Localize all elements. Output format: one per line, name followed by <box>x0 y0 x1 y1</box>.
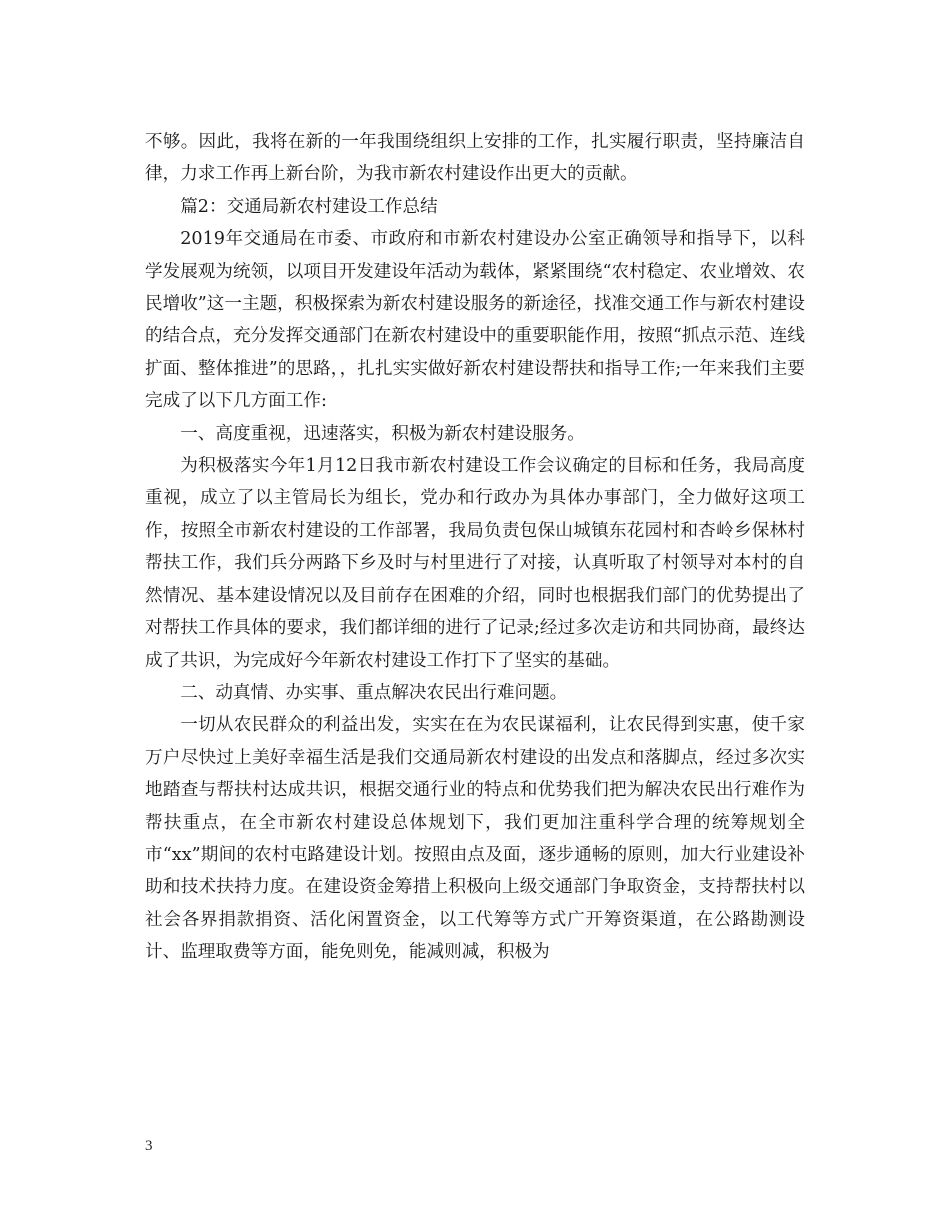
section-heading: 一、高度重视，迅速落实，积极为新农村建设服务。 <box>180 423 585 444</box>
page-number: 3 <box>145 1138 153 1154</box>
section-heading: 二、动真情、办实事、重点解决农民出行难问题。 <box>180 682 568 703</box>
body-paragraph: 为积极落实今年1月12日我市新农村建设工作会议确定的目标和任务，我局高度重视，成立了以主管局长为组长，党办和行政办为具体办事部门，全力做好这项工作，按照全市新农村建设的工作部署，我局负责包保山城镇东花园村和杏岭乡保林村帮扶工作，我们兵分两路下乡及时与村里进行了对接，认真听取了村领导对本村的自然情况、基本建设情况以及目前存在困难的介绍，同时也根据我们部门的优势提出了对帮扶工作具体的要求，我们都详细的进行了记录;经过多次走访和共同协商，最终达成了共识，为完成好今年新农村建设工作打下了坚实的基础。 <box>145 456 805 671</box>
section-heading: 篇2：交通局新农村建设工作总结 <box>180 196 438 217</box>
body-paragraph: 2019年交通局在市委、市政府和市新农村建设办公室正确领导和指导下，以科学发展观为统领，以项目开发建设年活动为载体，紧紧围绕“农村稳定、农业增效、农民增收”这一主题，积极探索为新农村建设服务的新途径，找准交通工作与新农村建设的结合点，充分发挥交通部门在新农村建设中的重要职能作用，按照“抓点示范、连线扩面、整体推进”的思路，，扎扎实实做好新农村建设帮扶和指导工作;一年来我们主要完成了以下几方面工作: <box>145 229 805 412</box>
document-body <box>145 126 805 969</box>
body-paragraph: 一切从农民群众的利益出发，实实在在为农民谋福利，让农民得到实惠，使千家万户尽快过上美好幸福生活是我们交通局新农村建设的出发点和落脚点，经过多次实地踏查与帮扶村达成共识，根据交通行业的特点和优势我们把为解决农民出行难作为帮扶重点，在全市新农村建设总体规划下，我们更加注重科学合理的统筹规划全市“xx”期间的农村屯路建设计划。按照由点及面，逐步通畅的原则，加大行业建设补助和技术扶持力度。在建设资金筹措上积极向上级交通部门争取资金，支持帮扶村以社会各界捐款捐资、活化闲置资金，以工代筹等方式广开筹资渠道，在公路勘测设计、监理取费等方面，能免则免，能减则减，积极为 <box>145 715 805 963</box>
body-paragraph: 不够。因此，我将在新的一年我围绕组织上安排的工作，扎实履行职责，坚持廉洁自律，力求工作再上新台阶，为我市新农村建设作出更大的贡献。 <box>145 132 805 185</box>
